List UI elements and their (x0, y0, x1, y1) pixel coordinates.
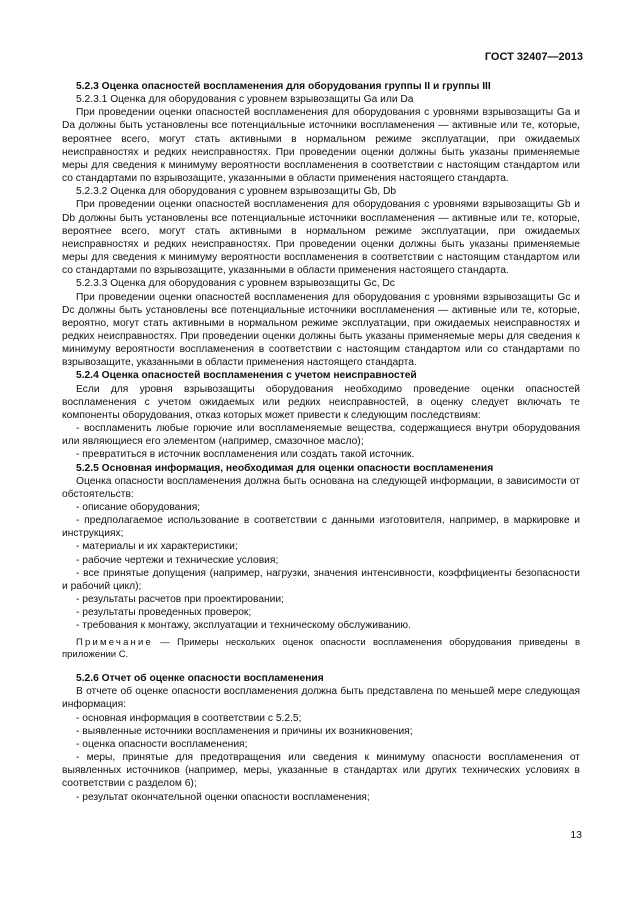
paragraph: - выявленные источники воспламенения и причины их возникновения; (76, 725, 413, 737)
paragraph: 5.2.3.1 Оценка для оборудования с уровнем взрывозащиты Ga или Da (76, 94, 414, 106)
paragraph: - основная информация в соответствии с 5.2.5; (76, 712, 302, 724)
standard-code-header: ГОСТ 32407—2013 (484, 51, 583, 63)
body-part-1 (62, 80, 580, 633)
paragraph: - материалы и их характеристики; (76, 541, 238, 553)
paragraph: 5.2.3.3 Оценка для оборудования с уровнем взрывозащиты Gc, Dc (76, 278, 395, 290)
paragraph: - описание оборудования; (76, 502, 201, 513)
paragraph: - все принятые допущения (например, нагрузки, значения интенсивности, коэффициенты безопасности и рабочий цикл); (62, 567, 580, 592)
note-label: Примечание (76, 636, 153, 648)
paragraph: - результаты проведенных проверок; (76, 607, 252, 619)
paragraph: При проведении оценки опасностей воспламенения для оборудования с уровнями взрывозащиты Gb и Db должны быть установлены все потенциальные источники воспламенения — активные или те, которые, вероятнее всего, могут стать активными в нормальном режиме эксплуатации, при ожидаемых неисправностях и редких неисправностях. При проведении оценки должны быть указаны применяемые меры для сведения к минимуму вероятности воспламенения в соответствии с настоящим стандартом или со стандартами по взрывозащите, указанными в области применения настоящего стандарта. (62, 199, 580, 277)
note-text: — Примеры нескольких оценок опасности воспламенения оборудования приведены в приложении С. (62, 636, 580, 661)
section-heading: 5.2.4 Оценка опасностей воспламенения с учетом неисправностей (76, 370, 417, 382)
paragraph: При проведении оценки опасностей воспламенения для оборудования с уровнями взрывозащиты Gc и Dc должны быть установлены все потенциальные источники воспламенения — активные или те, которые, вероятно, могут стать активными в нормальном режиме эксплуатации, при ожидаемых неисправностях и редких неисправностях. При проведении оценки должны быть указаны применяемые меры для сведения к минимуму вероятности воспламенения в соответствии с настоящим стандартом или со стандартами по взрывозащите, указанными в области применения настоящего стандарта. (62, 291, 580, 369)
paragraph: - результаты расчетов при проектировании; (76, 594, 284, 606)
paragraph: - предполагаемое использование в соответствии с данными изготовителя, например, в маркировке и инструкциях; (62, 515, 580, 540)
paragraph: 5.2.3.2 Оценка для оборудования с уровнем взрывозащиты Gb, Db (76, 186, 397, 198)
paragraph: - результат окончательной оценки опасности воспламенения; (76, 791, 370, 803)
section-heading: 5.2.5 Основная информация, необходимая для оценки опасности воспламенения (76, 462, 494, 474)
section-heading: 5.2.3 Оценка опасностей воспламенения для оборудования группы II и группы III (76, 81, 491, 92)
paragraph: - превратиться в источник воспламенения или создать такой источник. (76, 449, 415, 461)
page-number: 13 (570, 829, 582, 841)
paragraph: В отчете об оценке опасности воспламенения должна быть представлена по меньшей мере следующая информация: (62, 686, 580, 711)
paragraph: Оценка опасности воспламенения должна быть основана на следующей информации, в зависимости от обстоятельств: (62, 475, 580, 500)
paragraph: - рабочие чертежи и технические условия; (76, 554, 279, 566)
note (62, 637, 580, 663)
paragraph: - требования к монтажу, эксплуатации и техническому обслуживанию. (76, 620, 411, 632)
paragraph: - оценка опасности воспламенения; (76, 738, 248, 750)
paragraph: Если для уровня взрывозащиты оборудования необходимо проведение оценки опасностей воспламенения с учетом ожидаемых или редких неисправностей, в оценку следует включать те компоненты оборудования, отказ которых может привести к следующим последствиям: (62, 383, 580, 421)
paragraph: - воспламенить любые горючие или воспламеняемые вещества, содержащиеся внутри оборудования или являющиеся его элементом (например, смазочное масло); (62, 423, 580, 448)
body-part-2 (62, 672, 580, 804)
paragraph: - меры, принятые для предотвращения или сведения к минимуму опасности воспламенения от выявленных источников (например, меры, указанные в стандартах или других технических условиях в соответствии с разделом 6); (62, 752, 580, 790)
section-heading: 5.2.6 Отчет об оценке опасности воспламенения (76, 673, 324, 685)
document-body (62, 80, 580, 804)
paragraph: При проведении оценки опасностей воспламенения для оборудования с уровнями взрывозащиты Ga и Da должны быть установлены все потенциальные источники воспламенения — активные или те, которые, вероятнее всего, могут стать активными в нормальном режиме эксплуатации, при ожидаемых неисправностях и редких неисправностях. При проведении оценки должны быть указаны применяемые меры для сведения к минимуму вероятности воспламенения в соответствии с настоящим стандартом или со стандартами по взрывозащите, указанными в области применения настоящего стандарта. (62, 107, 580, 185)
